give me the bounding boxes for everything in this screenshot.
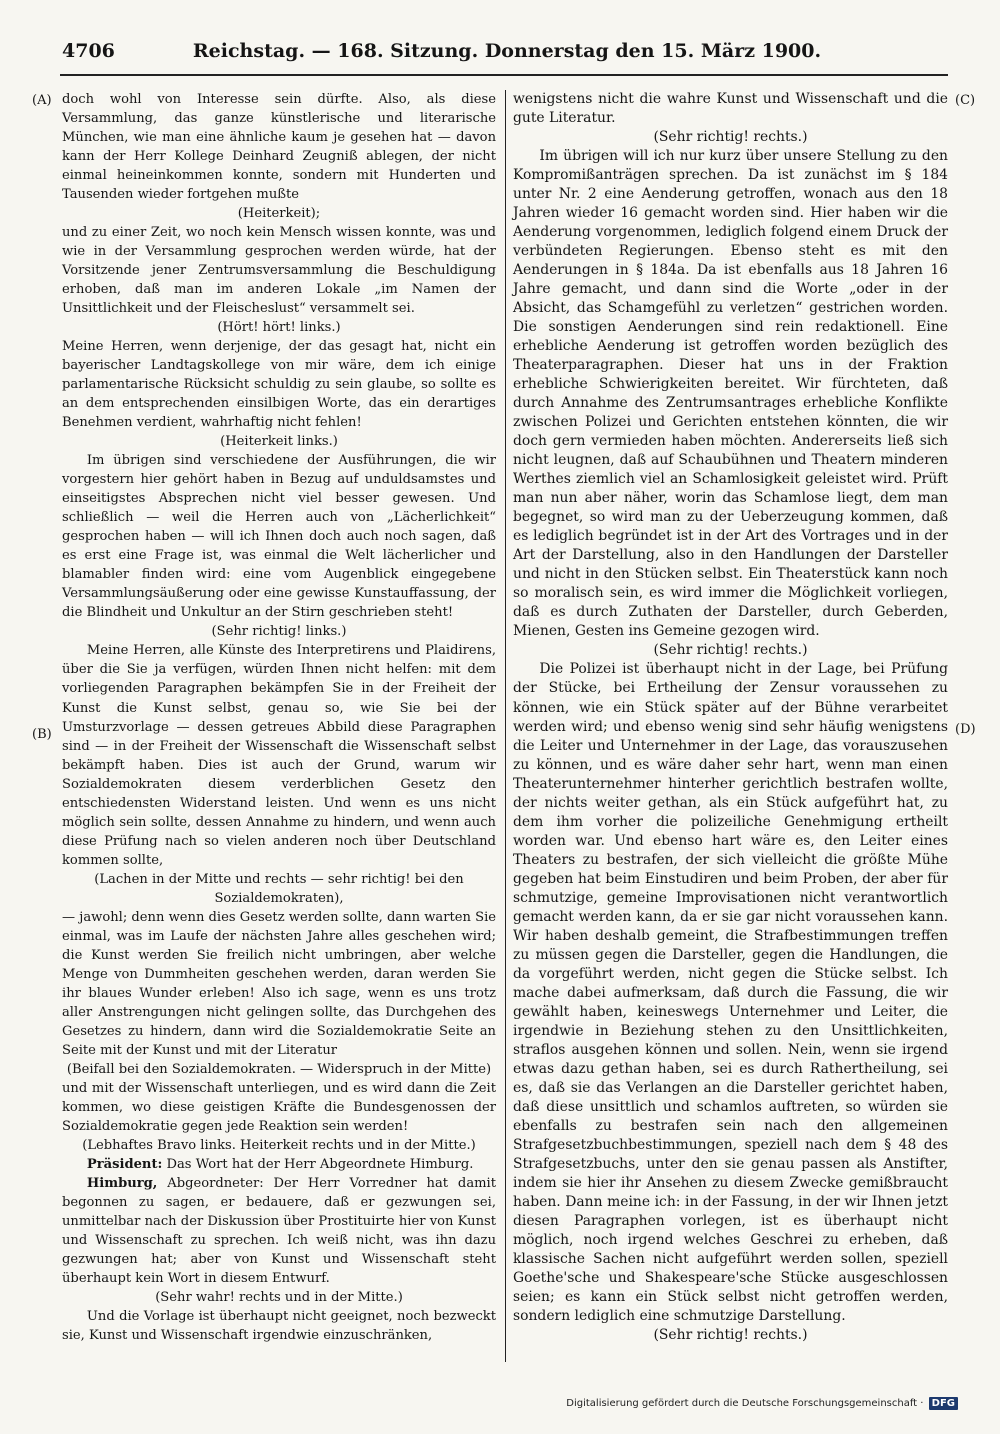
remark: (Sehr richtig! rechts.) (653, 129, 808, 146)
remark: (Sehr richtig! rechts.) (653, 1327, 808, 1344)
paragraph: Meine Herren, alle Künste des Interpretirens und Plaidirens, über die Sie ja verfügen, würden Ihnen nicht helfen: mit dem vorliegenden Paragraphen bekämpfen Sie in der Freiheit der Kunst die Kunst selbst, genau so, wie Sie bei der Umsturzvorlage — dessen getreues Abbild diese Paragraphen sind — in der Freiheit der Wissenschaft die Wissenschaft selbst bekämpft haben. Dies ist auch der Grund, warum wir Sozialdemokraten diesem verderblichen Gesetz den entschiedensten Widerstand leisten. Und wenn es uns nicht möglich sein sollte, dessen Annahme zu hindern, und wenn auch diese Prüfung nach so vielen anderen noch über Deutschland kommen sollte, (62, 643, 496, 868)
margin-marker-a: (A) (32, 93, 52, 108)
remark: (Heiterkeit links.) (220, 434, 338, 450)
column-separator (505, 90, 506, 1362)
paragraph: und zu einer Zeit, wo noch kein Mensch wissen konnte, was und wie in der Versammlung gesprochen werden würde, hat der Vorsitzende jener Zentrumsversammlung die Beschuldigung erhoben, daß man im anderen Lokale „im Namen der Unsittlichkeit und der Fleischeslust“ versammelt sei. (62, 225, 496, 317)
header-rule (60, 74, 948, 76)
paragraph: Die Polizei ist überhaupt nicht in der Lage, bei Prüfung der Stücke, bei Ertheilung der Zensur voraussehen zu können, wie ein Stück später auf der Bühne verarbeitet werden wird; und ebenso wenig sind sehr häufig wenigstens die Leiter und Unternehmer in der Lage, das vorauszusehen zu können, und es wäre daher sehr hart, wenn man einen Theaterunternehmer hinterher gerichtlich bestrafen wollte, der nichts weiter gethan, als ein Stück aufgeführt hat, zu dem ihm vorher die polizeiliche Genehmigung ertheilt worden war. Und ebenso hart wäre es, den Leiter eines Theaters zu bestrafen, der sich vielleicht die größte Mühe gegeben hat beim Einstudiren und beim Proben, der aber für schmutzige, gemeine Improvisationen nicht verantwortlich gemacht werden kann, da er sie gar nicht voraussehen kann. Wir haben deshalb gemeint, die Strafbestimmungen treffen zu müssen gegen die Darsteller, gegen die Handlungen, die da vorgeführt werden, nicht gegen die Stücke selbst. Ich mache dabei aufmerksam, daß durch die Fassung, die wir gewählt haben, keineswegs Unternehmer und Leiter, die irgendwie in Beziehung stehen zu den Unsittlichkeiten, straflos ausgehen können und sollen. Nein, wenn sie irgend etwas dazu gethan haben, sei es durch Rathertheilung, sei es, daß sie das Verlangen an die Darsteller gerichtet haben, daß diese unsittlich und schamlos auftreten, so würden sie ebenfalls zu bestrafen sein nach den allgemeinen Strafgesetzbuchbestimmungen, speziell nach dem § 48 des Strafgesetzbuchs, unter den sie genau passen als Anstifter, indem sie hier ihr Ansehen zu diesem Zwecke gemißbraucht haben. Dann meine ich: in der Fassung, in der wir Ihnen jetzt diesen Paragraphen vorlegen, ist es überhaupt nicht möglich, noch irgend welches Geschrei zu erheben, daß klassische Sachen nicht aufgeführt werden sollen, speziell Goethe'sche und Shakespeare'sche Stücke ausgeschlossen seien; es kann ein Stück selbst nicht getroffen werden, sondern lediglich eine schmutzige Darstellung. (513, 661, 948, 1324)
margin-marker-d: (D) (955, 722, 976, 737)
margin-marker-c: (C) (955, 93, 976, 108)
speaker-paragraph (62, 1174, 496, 1288)
page-header (62, 40, 952, 68)
paragraph: Und die Vorlage ist überhaupt nicht geeignet, noch bezweckt sie, Kunst und Wissenschaft irgendwie einzuschränken, (62, 1309, 496, 1344)
paragraph: wenigstens nicht die wahre Kunst und Wissenschaft und die gute Literatur. (513, 91, 948, 127)
right-column (513, 90, 948, 1345)
running-title: Reichstag. — 168. Sitzung. Donnerstag den 15. März 1900. (192, 40, 822, 62)
remark: (Lebhaftes Bravo links. Heiterkeit rechts und in der Mitte.) (82, 1137, 476, 1153)
footer-credit (566, 1397, 958, 1410)
paragraph: Im übrigen sind verschiedene der Ausführungen, die wir vorgestern hier gehört haben in Bezug auf unduldsamstes und einseitigstes Absprechen nicht viel besser gewesen. Und schließlich — weil die Herren auch von „Lächerlichkeit“ gesprochen haben — will ich Ihnen doch auch noch sagen, daß es erst eine Frage ist, was einmal die Welt lächerlicher und blamabler finden wird: eine vom Augenblick eingegebene Versammlungsäußerung oder eine gewisse Kunstauffassung, der die Blindheit und Unkultur an der Stirn geschrieben steht! (62, 453, 496, 621)
remark: (Beifall bei den Sozialdemokraten. — Widerspruch in der Mitte) (66, 1061, 492, 1077)
speaker-text: Das Wort hat der Herr Abgeordnete Himburg. (162, 1156, 474, 1172)
remark: (Hört! hört! links.) (217, 320, 341, 336)
speaker-paragraph (62, 1155, 496, 1174)
speaker-name: Himburg, (86, 1175, 158, 1191)
remark: (Heiterkeit); (237, 206, 321, 222)
dfg-logo-icon: DFG (929, 1397, 958, 1410)
page-number: 4706 (62, 40, 115, 62)
remark: (Lachen in der Mitte und rechts — sehr richtig! bei den Sozialdemokraten), (94, 871, 464, 906)
footer-text: Digitalisierung gefördert durch die Deutsche Forschungsgemeinschaft · (566, 1398, 924, 1409)
speaker-text: Abgeordneter: Der Herr Vorredner hat damit begonnen zu sagen, er bedauere, daß er gezwungen sei, unmittelbar nach der Diskussion über Prostituirte hier von Kunst und Wissenschaft zu sprechen. Ich weiß nicht, was ihn dazu gezwungen hat; aber von Kunst und Wissenschaft steht überhaupt kein Wort in diesem Entwurf. (62, 1175, 496, 1286)
speaker-name: Präsident: (86, 1156, 163, 1172)
remark: (Sehr richtig! links.) (211, 624, 347, 640)
remark: (Sehr wahr! rechts und in der Mitte.) (155, 1289, 403, 1305)
margin-marker-b: (B) (32, 727, 52, 742)
paragraph: und mit der Wissenschaft unterliegen, und es wird dann die Zeit kommen, wo diese geistigen Kräfte die Bundesgenossen der Sozialdemokratie gegen jede Reaktion sein werden! (62, 1080, 496, 1134)
remark: (Sehr richtig! rechts.) (653, 642, 808, 659)
paragraph: Meine Herren, wenn derjenige, der das gesagt hat, nicht ein bayerischer Landtagskollege von mir wäre, dem ich einige parlamentarische Rücksicht schuldig zu sein glaube, so sollte es an dem entsprechenden einsilbigen Worte, das ein derartiges Benehmen verdient, wahrhaftig nicht fehlen! (62, 339, 496, 431)
paragraph: — jawohl; denn wenn dies Gesetz werden sollte, dann warten Sie einmal, was im Laufe der nächsten Jahre alles geschehen wird; die Kunst werden Sie freilich nicht umbringen, aber welche Menge von Dummheiten geschehen werden, daran werden Sie ihr blaues Wunder erleben! Also ich sage, wenn es uns trotz aller Anstrengungen nicht gelingen sollte, das Durchgehen des Gesetzes zu hindern, dann wird die Sozialdemokratie Seite an Seite mit der Kunst und mit der Literatur (62, 909, 497, 1058)
paragraph: Im übrigen will ich nur kurz über unsere Stellung zu den Kompromißanträgen sprechen. Da ist zunächst im § 184 unter Nr. 2 eine Aenderung getroffen, wonach aus den 18 Jahren wieder 16 gemacht worden sind. Hier haben wir die Aenderung vorgenommen, lediglich folgend einem Druck der verbündeten Regierungen. Ebenso steht es mit den Aenderungen in § 184a. Da ist ebenfalls aus 18 Jahren 16 Jahre gemacht, und dann sind die Worte „oder in der Absicht, das Schamgefühl zu verletzen“ gestrichen worden. Die sonstigen Aenderungen sind rein redaktionell. Eine erhebliche Aenderung ist getroffen worden bezüglich des Theaterparagraphen. Dieser hat uns in der Fraktion erhebliche Schwierigkeiten bereitet. Wir fürchteten, daß durch Annahme des Zentrumsantrages erhebliche Konflikte zwischen Polizei und Gerichten entstehen könnten, die wir doch gern vermieden haben möchten. Andererseits ließ sich nicht leugnen, daß auf Schaubühnen und Theatern minderen Werthes ziemlich viel an Schamlosigkeit geleistet wird. Prüft man nun aber näher, worin das Schamlose liegt, dem man begegnet, so wird man zu der Ueberzeugung kommen, daß es lediglich begründet ist in der Art des Vortrages und in der Art der Darstellung, also in den Handlungen der Darsteller und nicht in den Stücken selbst. Ein Theaterstück kann noch so moralisch sein, es wird immer die Möglichkeit vorliegen, daß es durch Zuthaten der Darsteller, durch Geberden, Mienen, Gesten ins Gemeine gezogen wird. (513, 148, 948, 640)
paragraph: doch wohl von Interesse sein dürfte. Also, als diese Versammlung, das ganze künstlerische und literarische München, wie man eine ähnliche kaum je gesehen hat — davon kann der Herr Kollege Deinhard Zeugniß ablegen, der nicht einmal heineinkommen konnte, sondern mit Hunderten und Tausenden wieder fortgehen mußte (62, 92, 496, 203)
left-column (62, 90, 496, 1345)
